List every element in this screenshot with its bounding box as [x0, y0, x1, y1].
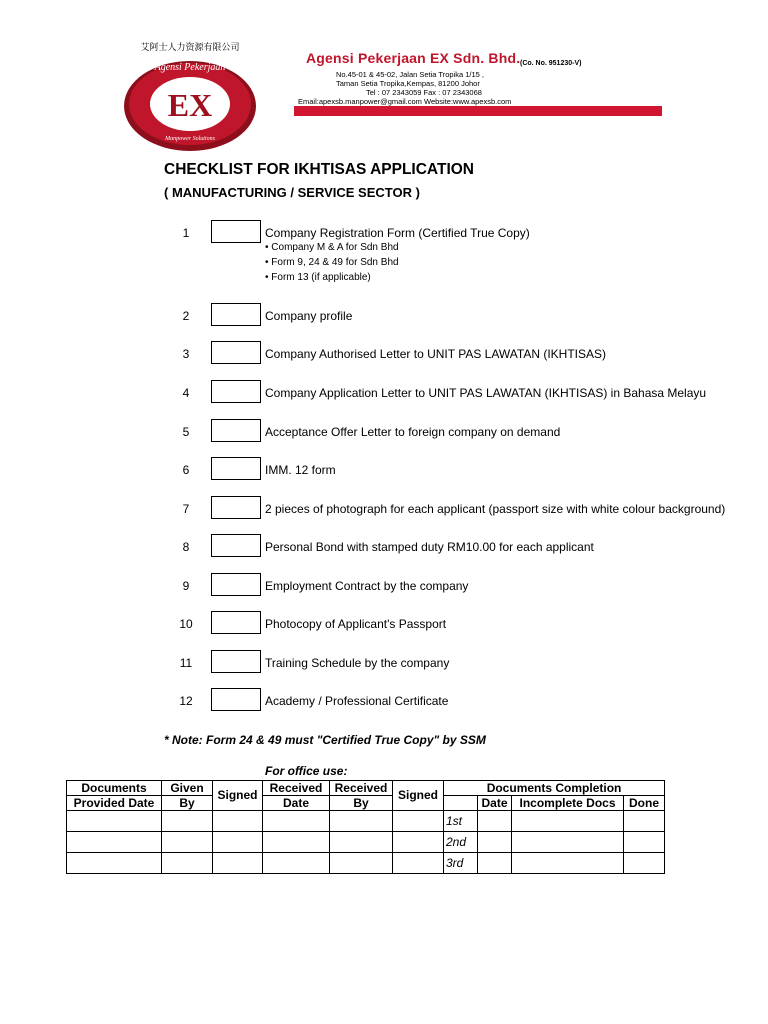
row-label: 2nd: [444, 832, 478, 853]
header-cell: By: [162, 796, 213, 811]
table-cell[interactable]: [512, 853, 624, 874]
item-number: 1: [182, 226, 190, 240]
table-cell[interactable]: [67, 832, 162, 853]
checkbox[interactable]: [211, 457, 261, 480]
item-text: IMM. 12 form: [265, 463, 336, 477]
item-number: 8: [182, 540, 190, 554]
item-number: 10: [179, 617, 193, 631]
table-cell[interactable]: [213, 853, 263, 874]
sub-item: • Form 13 (if applicable): [265, 272, 371, 283]
table-cell[interactable]: [67, 853, 162, 874]
letterhead: [66, 38, 662, 158]
letterhead-red-bar: [294, 106, 662, 116]
table-cell[interactable]: [263, 811, 330, 832]
table-cell[interactable]: [624, 832, 665, 853]
address-line-2: Taman Setia Tropika,Kempas, 81200 Johor: [336, 79, 480, 88]
office-use-table: [66, 780, 665, 874]
table-cell[interactable]: [478, 811, 512, 832]
item-number: 4: [182, 386, 190, 400]
checkbox[interactable]: [211, 611, 261, 634]
item-number: 9: [182, 579, 190, 593]
table-row: [67, 853, 665, 874]
header-cell: Received: [330, 781, 393, 796]
item-text: Company Authorised Letter to UNIT PAS LAWATAN (IKHTISAS): [265, 347, 607, 361]
checkbox[interactable]: [211, 380, 261, 403]
header-cell: Incomplete Docs: [512, 796, 624, 811]
item-text: 2 pieces of photograph for each applicant (passport size with white colour background): [265, 502, 726, 516]
item-number: 6: [182, 463, 190, 477]
table-cell[interactable]: [162, 853, 213, 874]
phone-fax-line: Tel : 07 2343059 Fax : 07 2343068: [366, 88, 482, 97]
sub-item: • Form 9, 24 & 49 for Sdn Bhd: [265, 257, 399, 268]
table-cell[interactable]: [393, 832, 444, 853]
note-text: * Note: Form 24 & 49 must "Certified True Copy" by SSM: [164, 733, 486, 747]
logo-arc-text: Agensi Pekerjaan: [154, 62, 226, 73]
table-cell[interactable]: [162, 811, 213, 832]
table-cell[interactable]: [162, 832, 213, 853]
item-number: 12: [179, 694, 193, 708]
company-number: (Co. No. 951230-V): [520, 60, 582, 67]
table-cell[interactable]: [330, 853, 393, 874]
checkbox[interactable]: [211, 650, 261, 673]
item-number: 3: [182, 347, 190, 361]
table-row: [67, 811, 665, 832]
header-cell: By: [330, 796, 393, 811]
table-cell[interactable]: [330, 811, 393, 832]
item-text: Training Schedule by the company: [265, 656, 450, 670]
logo-letters: EX: [167, 87, 213, 123]
table-cell[interactable]: [213, 832, 263, 853]
address-line-1: No.45-01 & 45-02, Jalan Setia Tropika 1/15 ,: [336, 70, 485, 79]
item-text: Employment Contract by the company: [265, 579, 469, 593]
table-cell[interactable]: [393, 853, 444, 874]
header-cell: [444, 796, 478, 811]
header-cell: Documents: [67, 781, 162, 796]
header-cell: Done: [624, 796, 665, 811]
row-label: 1st: [444, 811, 478, 832]
header-cell: Signed: [393, 781, 444, 811]
table-cell[interactable]: [624, 853, 665, 874]
page-title: CHECKLIST FOR IKHTISAS APPLICATION: [164, 161, 474, 178]
checkbox[interactable]: [211, 303, 261, 326]
item-text: Photocopy of Applicant's Passport: [265, 617, 447, 631]
table-row: [67, 832, 665, 853]
row-label: 3rd: [444, 853, 478, 874]
table-cell[interactable]: [213, 811, 263, 832]
checkbox[interactable]: [211, 534, 261, 557]
item-text: Personal Bond with stamped duty RM10.00 for each applicant: [265, 540, 594, 554]
item-text: Academy / Professional Certificate: [265, 694, 449, 708]
header-cell: Date: [263, 796, 330, 811]
company-name: Agensi Pekerjaan EX Sdn. Bhd.: [306, 50, 521, 66]
header-cell: Given: [162, 781, 213, 796]
header-cell: Documents Completion: [444, 781, 665, 796]
checkbox[interactable]: [211, 341, 261, 364]
item-text: Company profile: [265, 309, 353, 323]
table-cell[interactable]: [263, 853, 330, 874]
table-cell[interactable]: [512, 811, 624, 832]
item-number: 5: [182, 425, 190, 439]
table-cell[interactable]: [263, 832, 330, 853]
header-cell: Provided Date: [67, 796, 162, 811]
header-cell: Received: [263, 781, 330, 796]
logo-chinese-text: 艾阿士人力资源有限公司: [140, 43, 240, 53]
table-cell[interactable]: [478, 853, 512, 874]
company-logo: [110, 40, 270, 154]
table-cell[interactable]: [393, 811, 444, 832]
header-cell: Signed: [213, 781, 263, 811]
table-cell[interactable]: [67, 811, 162, 832]
item-number: 7: [182, 502, 190, 516]
table-cell[interactable]: [330, 832, 393, 853]
item-text: Company Application Letter to UNIT PAS LAWATAN (IKHTISAS) in Bahasa Melayu: [265, 386, 707, 400]
checkbox[interactable]: [211, 573, 261, 596]
sub-item: • Company M & A for Sdn Bhd: [265, 242, 399, 253]
checkbox[interactable]: [211, 419, 261, 442]
checkbox[interactable]: [211, 496, 261, 519]
item-number: 2: [182, 309, 190, 323]
table-cell[interactable]: [478, 832, 512, 853]
item-number: 11: [179, 656, 193, 670]
checkbox[interactable]: [211, 220, 261, 243]
item-text: Company Registration Form (Certified True Copy): [265, 226, 530, 240]
header-cell: Date: [478, 796, 512, 811]
table-cell[interactable]: [624, 811, 665, 832]
page-subtitle: ( MANUFACTURING / SERVICE SECTOR ): [164, 185, 420, 200]
logo-tagline: Manpower Solutions: [165, 136, 215, 142]
office-use-label: For office use:: [265, 764, 348, 778]
item-text: Acceptance Offer Letter to foreign company on demand: [265, 425, 561, 439]
logo-graphic: [110, 40, 270, 154]
table-cell[interactable]: [512, 832, 624, 853]
checkbox[interactable]: [211, 688, 261, 711]
email-website-line: Email:apexsb.manpower@gmail.com Website:www.apexsb.com: [298, 97, 512, 106]
